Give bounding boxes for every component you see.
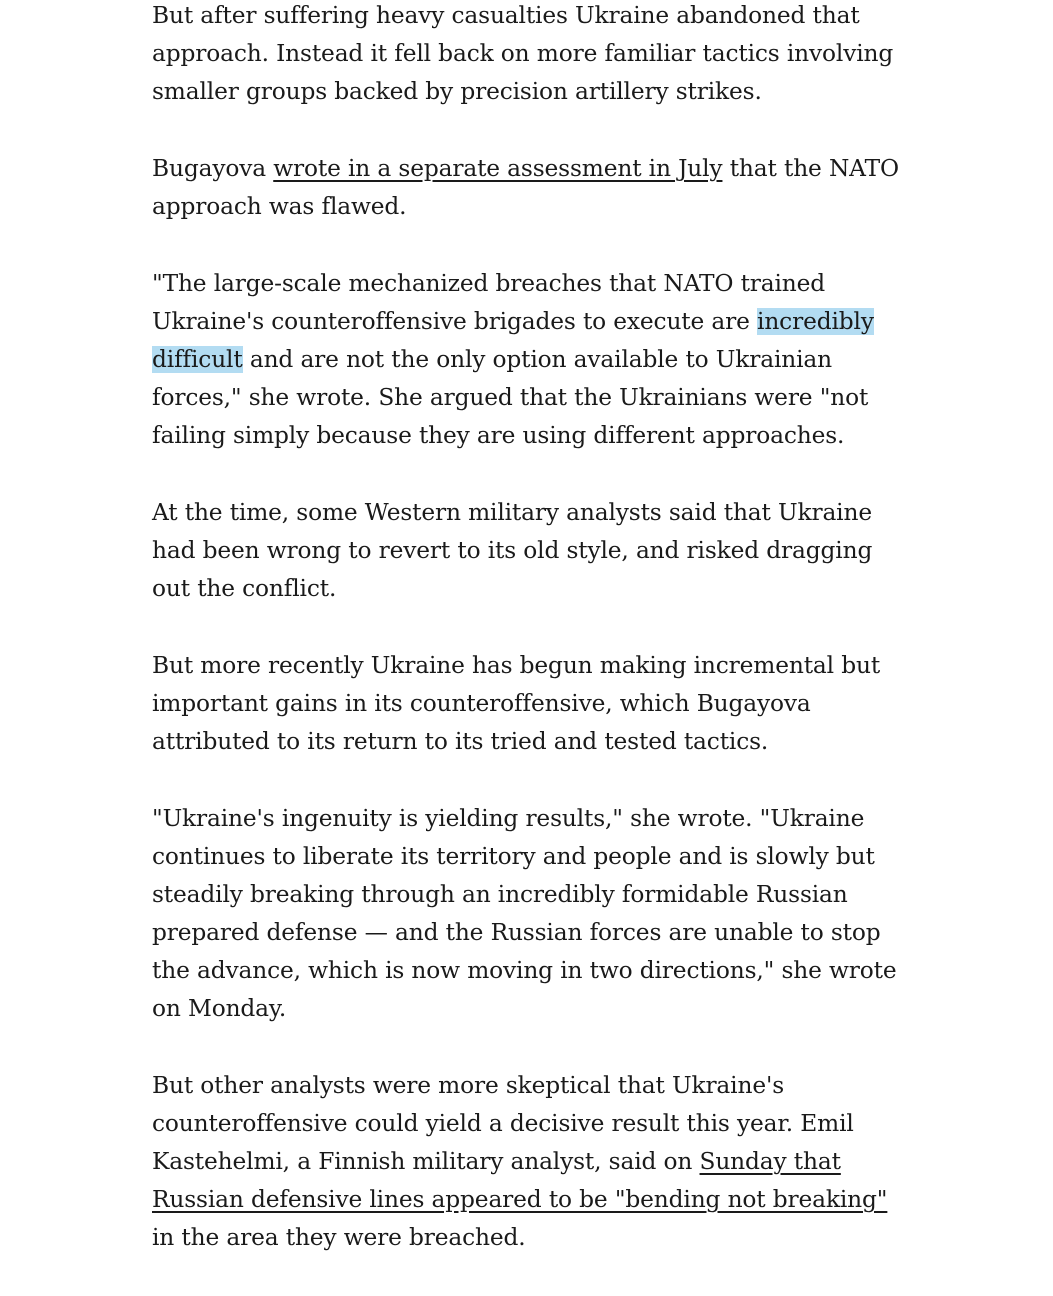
article-body bbox=[152, 0, 904, 1296]
paragraph-2-lead: Bugayova bbox=[152, 155, 274, 182]
paragraph-1 bbox=[152, 0, 904, 111]
paragraph-5 bbox=[152, 647, 904, 761]
assessment-july-link[interactable]: wrote in a separate assessment in July bbox=[273, 155, 723, 182]
paragraph-4 bbox=[152, 494, 904, 608]
paragraph-2-tail: that the NATO approach was flawed. bbox=[152, 155, 899, 220]
paragraph-7-lead: But other analysts were more skeptical that Ukraine's counteroffensive could yield a decisive result this year. Emil Kastehelmi, a Finnish military analyst, said on bbox=[152, 1072, 854, 1175]
paragraph-4-text: At the time, some Western military analysts said that Ukraine had been wrong to revert to its old style, and risked dragging out the conflict. bbox=[152, 499, 873, 602]
paragraph-5-text: But more recently Ukraine has begun making incremental but important gains in its counteroffensive, which Bugayova attributed to its return to its tried and tested tactics. bbox=[152, 652, 881, 755]
russian-defensive-lines-link[interactable]: Sunday that Russian defensive lines appeared to be "bending not breaking" bbox=[152, 1148, 888, 1213]
paragraph-7 bbox=[152, 1067, 904, 1257]
paragraph-3 bbox=[152, 265, 904, 455]
paragraph-1-text: But after suffering heavy casualties Ukraine abandoned that approach. Instead it fell back on more familiar tactics involving smaller groups backed by precision artillery strikes. bbox=[152, 2, 894, 105]
paragraph-3-lead: "The large-scale mechanized breaches that NATO trained Ukraine's counteroffensive brigades to execute are bbox=[152, 270, 826, 335]
paragraph-6 bbox=[152, 800, 904, 1028]
paragraph-2 bbox=[152, 150, 904, 226]
paragraph-3-tail: and are not the only option available to Ukrainian forces," she wrote. She argued that the Ukrainians were "not failing simply because they are using different approaches. bbox=[152, 346, 869, 449]
paragraph-7-tail: in the area they were breached. bbox=[152, 1224, 526, 1251]
paragraph-6-text: "Ukraine's ingenuity is yielding results," she wrote. "Ukraine continues to liberate its territory and people and is slowly but steadily breaking through an incredibly formidable Russian prepared defense — and the Russian forces are unable to stop the advance, which is now moving in two directions," she wrote on Monday. bbox=[152, 805, 897, 1022]
highlighted-text-selection: incredibly difficult bbox=[152, 308, 874, 373]
